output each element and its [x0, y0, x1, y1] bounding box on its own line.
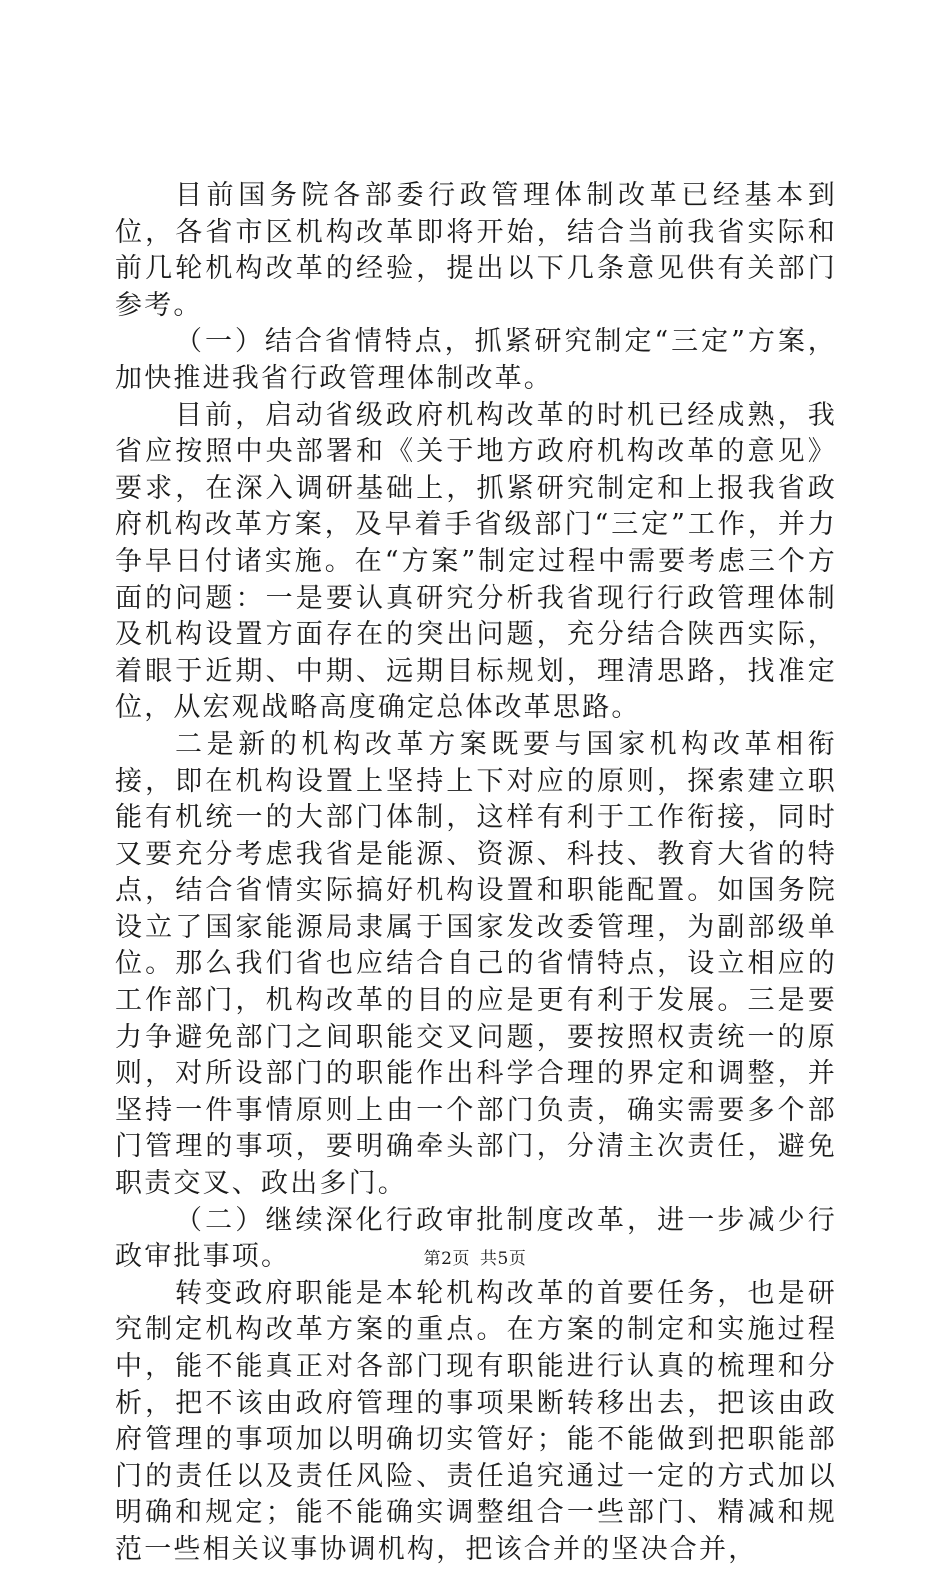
section-heading-1: （一）结合省情特点，抓紧研究制定“三定”方案，加快推进我省行政管理体制改革。 — [115, 326, 837, 394]
page-footer — [0, 1244, 950, 1269]
paragraph-intro: 目前国务院各部委行政管理体制改革已经基本到位，各省市区机构改革即将开始，结合当前我省实际和前几轮机构改革的经验，提出以下几条意见供有关部门参考。 — [115, 180, 837, 321]
paragraph-section-1-continued: 二是新的机构改革方案既要与国家机构改革相衔接，即在机构设置上坚持上下对应的原则，探索建立职能有机统一的大部门体制，这样有利于工作衔接，同时又要充分考虑我省是能源、资源、科技、教育大省的特点，结合省情实际搞好机构设置和职能配置。如国务院设立了国家能源局隶属于国家发改委管理，为副部级单位。那么我们省也应结合自己的省情特点，设立相应的工作部门，机构改革的目的应是更有利于发展。三是要力争避免部门之间职能交叉问题，要按照权责统一的原则，对所设部门的职能作出科学合理的界定和调整，并坚持一件事情原则上由一个部门负责，确实需要多个部门管理的事项，要明确牵头部门，分清主次责任，避免职责交叉、政出多门。 — [115, 728, 837, 1200]
paragraph-section-1: 目前，启动省级政府机构改革的时机已经成熟，我省应按照中央部署和《关于地方政府机构改革的意见》要求，在深入调研基础上，抓紧研究制定和上报我省政府机构改革方案，及早着手省级部门“三定”工作，并力争早日付诸实施。在“方案”制定过程中需要考虑三个方面的问题：一是要认真研究分析我省现行行政管理体制及机构设置方面存在的突出问题，充分结合陕西实际，着眼于近期、中期、远期目标规划，理清思路，找准定位，从宏观战略高度确定总体改革思路。 — [115, 399, 837, 724]
paragraph-section-2: 转变政府职能是本轮机构改革的首要任务，也是研究制定机构改革方案的重点。在方案的制定和实施过程中，能不能真正对各部门现有职能进行认真的梳理和分析，把不该由政府管理的事项果断转移出去，把该由政府管理的事项加以明确切实管好；能不能做到把职能部门的责任以及责任风险、责任追究通过一定的方式加以明确和规定；能不能确实调整组合一些部门、精减和规范一些相关议事协调机构，把该合并的坚决合并， — [115, 1277, 837, 1565]
page-number: 第2页 — [423, 1249, 470, 1269]
page-total: 共5页 — [480, 1249, 527, 1269]
document-body — [115, 178, 837, 1569]
section-heading-2: （二）继续深化行政审批制度改革，进一步减少行政审批事项。 — [115, 1204, 837, 1273]
